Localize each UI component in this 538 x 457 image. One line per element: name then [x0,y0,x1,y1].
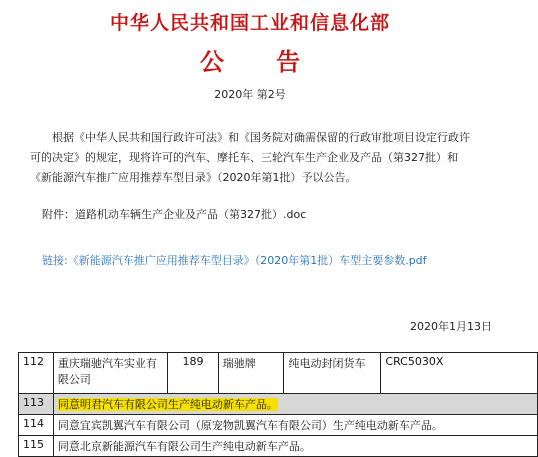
highlighted-note: 同意明君汽车有限公司生产纯电动新车产品。 [57,398,278,411]
note-cell: 同意宜宾凯翼汽车有限公司（原宠物凯翼汽车有限公司）生产纯电动新车产品。 [53,415,537,436]
company-cell: 重庆瑞驰汽车实业有限公司 [53,353,167,394]
ministry-title: 中华人民共和国工业和信息化部 [109,12,390,34]
note-cell: 同意北京新能源汽车有限公司生产纯电动新车产品。 [53,436,537,457]
row-number: 112 [19,353,54,394]
table-row-highlighted [19,394,538,415]
product-name-cell: 纯电动封闭货车 [284,353,381,394]
attachment-line: 附件：道路机动车辆生产企业及产品（第327批）.doc [42,208,307,221]
row-number: 115 [19,436,54,457]
table-excerpt [0,352,500,453]
brand-cell: 瑞驰牌 [218,353,284,394]
announcement-date: 2020年1月13日 [410,320,492,333]
notice-title: 公 告 [199,48,323,76]
announcement-body: 根据《中华人民共和国行政许可法》和《国务院对确需保留的行政审批项目设定行政许可的决定》的规定，现将许可的汽车、摩托车、三轮汽车生产企业及产品（第327批）和《新能源汽车推广应用推荐车型目录》（2020年第1批）予以公告。 [30,131,470,184]
table-row [19,415,538,436]
table-row [19,353,538,394]
vehicle-product-table [18,352,538,457]
row-number: 113 [19,394,54,415]
model-cell: CRC5030X [381,353,538,394]
batch-cell: 189 [168,353,218,394]
document-number: 2020年 第2号 [214,88,286,101]
table-row [19,436,538,457]
pdf-link[interactable]: 链接:《新能源汽车推广应用推荐车型目录》（2020年第1批）车型主要参数.pdf [42,254,427,267]
row-number: 114 [19,415,54,436]
note-cell [53,394,537,415]
